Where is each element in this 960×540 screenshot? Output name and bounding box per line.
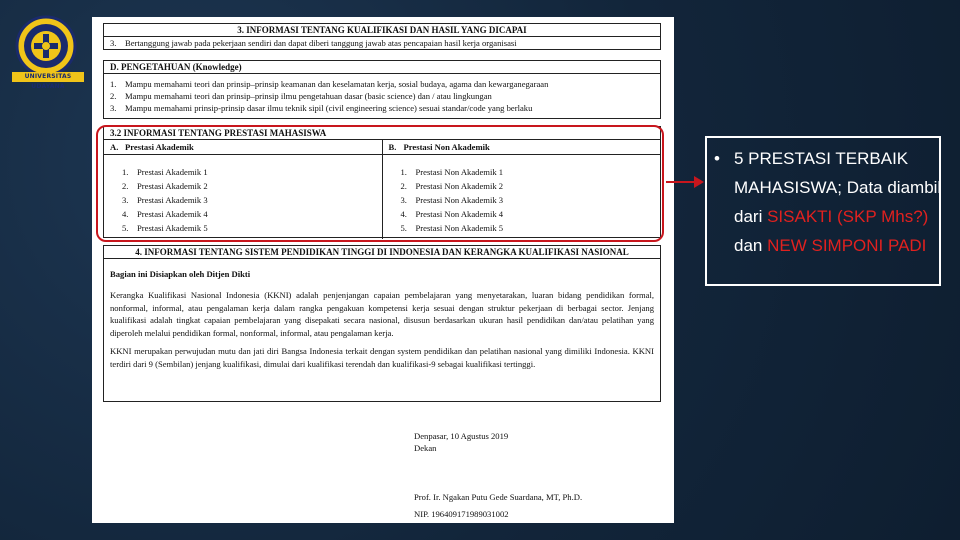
sisakti-highlight: SISAKTI (SKP Mhs?) (767, 207, 929, 226)
signatory-nip: NIP. 196409171989031002 (414, 509, 509, 519)
bullet-icon: • (714, 149, 720, 168)
list-item: 4. Prestasi Akademik 4 (122, 209, 208, 219)
section-4-paragraph: KKNI merupakan perwujudan mutu dan jati diri Bangsa Indonesia terkait dengan system pendidikan dan pelatihan nasional yang dimiliki Indonesia. KKNI terdiri dari 9 (Sembilan) jenjang kualifikasi, dimulai dari kualifikasi terendah dan kualifikasi-9 sebagai kualifikasi tertinggi. (110, 346, 654, 369)
knowledge-item: 1. Mampu memahami teori dan prinsip–prinsip keamanan dan keselamatan kerja, sosial budaya, agama dan kewarganegaraan (110, 79, 549, 89)
prestasi-highlight-box (96, 125, 664, 242)
list-item: 3. Prestasi Akademik 3 (122, 195, 208, 205)
transcript-document (92, 17, 674, 523)
knowledge-table (103, 60, 661, 119)
signatory-name: Prof. Ir. Ngakan Putu Gede Suardana, MT, Ph.D. (414, 492, 583, 502)
arrow-connector (666, 181, 696, 183)
arrow-right-icon (694, 176, 704, 188)
knowledge-item: 2. Mampu memahami teori dan prinsip–prinsip ilmu pengetahuan dasar (basic science) dan / atau lingkungan (110, 91, 492, 101)
list-item: 1. Prestasi Non Akademik 1 (400, 167, 504, 177)
knowledge-item: 3. Mampu memahami prinsip-prinsip dasar ilmu teknik sipil (civil engineering science) sesuai standar/code yang berlaku (110, 103, 533, 113)
signatory-role: Dekan (414, 443, 437, 453)
section-4-title: 4. INFORMASI TENTANG SISTEM PENDIDIKAN TINGGI DI INDONESIA DAN KERANGKA KUALIFIKASI NASIONAL (104, 246, 660, 259)
list-item: 2. Prestasi Akademik 2 (122, 181, 208, 191)
section-4-subtitle: Bagian ini Disiapkan oleh Ditjen Dikti (110, 269, 251, 279)
simponi-highlight: NEW SIMPONI PADI (767, 236, 927, 255)
place-date: Denpasar, 10 Agustus 2019 (414, 431, 509, 441)
list-item: 3. Prestasi Non Akademik 3 (400, 195, 504, 205)
knowledge-title: D. PENGETAHUAN (Knowledge) (104, 61, 660, 74)
prestasi-title: 3.2 INFORMASI TENTANG PRESTASI MAHASISWA (104, 127, 660, 140)
section-3-item: 3. Bertanggung jawab pada pekerjaan sendiri dan dapat diberi tanggung jawab atas pencapaian hasil kerja organisasi (110, 38, 517, 48)
section-3-table (103, 23, 661, 50)
list-item: 5. Prestasi Akademik 5 (122, 223, 208, 233)
nonacademic-heading: B. Prestasi Non Akademik (383, 140, 661, 155)
list-item: 2. Prestasi Non Akademik 2 (400, 181, 504, 191)
university-name-label: UNIVERSITAS UDAYANA (12, 72, 84, 82)
section-3-title: 3. INFORMASI TENTANG KUALIFIKASI DAN HASIL YANG DICAPAI (104, 24, 660, 37)
section-4-paragraph: Kerangka Kualifikasi Nasional Indonesia (KKNI) adalah penjenjangan capaian pembelajaran yang menyetarakan, luaran bidang pendidikan formal, nonformal, informal, atau pengalaman kerja dalam rangka pengakuan kompetensi kerja sesuai dengan struktur pekerjaan di berbagai sector. Jenjang kualifikasi adalah tingkat capaian pembelajaran yang disepakati secara nasional, disusun berdasarkan ukuran hasil pendidikan dan/atau pelatihan yang diperoleh melalui pendidikan formal, nonformal, informal, atau pengalaman kerja. (110, 290, 654, 338)
list-item: 1. Prestasi Akademik 1 (122, 167, 208, 177)
academic-heading: A. Prestasi Akademik (104, 140, 382, 155)
list-item: 5. Prestasi Non Akademik 5 (400, 223, 504, 233)
callout-text: • 5 PRESTASI TERBAIK MAHASISWA; Data diambil dari SISAKTI (SKP Mhs?) dan NEW SIMPONI PADI (714, 144, 944, 260)
list-item: 4. Prestasi Non Akademik 4 (400, 209, 504, 219)
section-4-table (103, 245, 661, 402)
